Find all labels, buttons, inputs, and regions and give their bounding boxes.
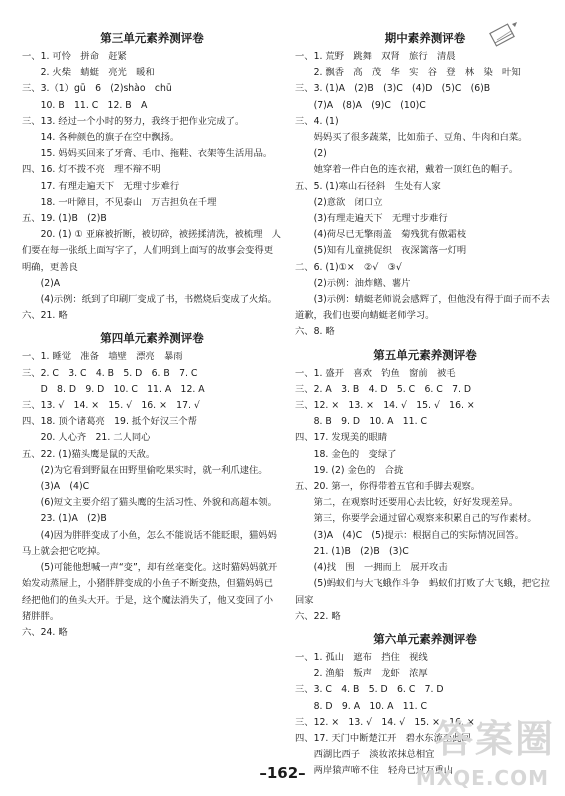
answer-line: 三、2. C 3. C 4. B 5. D 6. B 7. C — [22, 367, 198, 379]
answer-line: 四、17. 天门中断楚江开 碧水东流至此回 — [295, 732, 471, 744]
answer-line: (4)示例：纸到了印刷厂变成了书，书燃烧后变成了火焰。 — [22, 294, 277, 306]
answer-line: 20. (1) ① 亚麻被折断，被切碎，被搓揉清洗，被梳理 人们要在每一张纸上面写字了，人们明到上面写的故事会变得更明确，更善良 — [22, 229, 281, 273]
answer-line: 六、24. 略 — [22, 626, 68, 638]
answer-line: 10. B 11. C 12. B A — [22, 99, 148, 111]
watermark-url: MXQE.COM — [415, 766, 549, 790]
answer-line: 三、12. × 13. √ 14. √ 15. × 16. × — [295, 716, 475, 728]
answer-line: 14. 各种颜色的旗子在空中飘扬。 — [22, 132, 180, 144]
answer-line: 18. 一叶障目，不见泰山 万吉担负在千埋 — [22, 196, 217, 208]
answer-line: 她穿着一件白色的连衣裙，戴着一顶红色的帽子。 — [295, 164, 519, 176]
pencil-icon — [486, 18, 520, 52]
answer-line: 四、16. 灯不拨不亮 理不辩不明 — [22, 164, 161, 176]
answer-line: 一、1. 可怜 拼命 赶紧 — [22, 51, 127, 62]
section-title: 期中素养测评卷 — [384, 31, 466, 45]
answer-line: 四、18. 顶个诸葛亮 19. 抵个好汉三个帮 — [22, 416, 197, 428]
answer-line: 18. 金色的 变绿了 — [295, 448, 397, 460]
answer-line: (2)A — [22, 277, 61, 289]
answer-line: (5)蚂蚁们与大飞蛾作斗争 蚂蚁们打败了大飞蛾，把它拉回家 — [295, 578, 550, 606]
section-title: 第四单元素养测评卷 — [100, 331, 204, 346]
answer-line: 六、22. 略 — [295, 610, 341, 622]
answer-line: 两岸猿声啼不住 轻舟已过万重山 — [295, 765, 454, 777]
answer-line: (2)示例：油炸鳝、薯片 — [295, 277, 411, 289]
answer-line: (3)A (4)C (5)提示：根据自己的实际情况回答。 — [295, 529, 524, 541]
answer-line: 第三，你要学会通过留心观察来积累自己的写作素材。 — [295, 513, 537, 525]
answer-line: 五、5. (1)寒山石径斜 生处有人家 — [295, 180, 441, 192]
answer-line: (7)A (8)A (9)C (10)C — [295, 99, 426, 111]
answer-line: (4)找 围 一拥而上 展开攻击 — [295, 562, 448, 574]
answer-line: 二、6. (1)①× ②√ ③√ — [295, 261, 402, 273]
answer-line: 五、19. (1)B (2)B — [22, 213, 107, 225]
page-number: –162– — [259, 764, 306, 782]
answer-line: 20. 人心齐 21. 二人同心 — [22, 432, 151, 444]
answer-line: 2. 飘香 高 茂 华 实 谷 登 林 染 叶知 — [295, 67, 521, 79]
answer-line: 五、20. 第一，你得带着五官和手脚去观察。 — [295, 481, 481, 493]
answer-line: 三、4. (1) — [295, 115, 339, 127]
section-title: 第六单元素养测评卷 — [373, 631, 477, 646]
answer-line: (2) — [295, 148, 327, 160]
section-title: 第五单元素养测评卷 — [373, 347, 477, 362]
answer-line: 三、13. 经过一个小时的努力，我终于把作业完成了。 — [22, 115, 245, 127]
answer-line: 三、3. C 4. B 5. D 6. C 7. D — [295, 684, 444, 696]
answer-line: D 8. D 9. D 10. C 11. A 12. A — [22, 383, 205, 395]
answer-line: 四、17. 发现美的眼睛 — [295, 432, 388, 444]
answer-line: 15. 妈妈买回来了牙膏、毛巾、拖鞋、衣架等生活用品。 — [22, 148, 273, 160]
answer-line: 一、1. 荒野 跳舞 双肾 旅行 清晨 — [295, 51, 456, 62]
watermark-logo: 答案圈 — [434, 717, 555, 761]
answer-line: 六、8. 略 — [295, 326, 335, 338]
answer-line: 妈妈买了很多蔬菜，比如茄子、豆角、牛肉和白菜。 — [295, 132, 528, 144]
answer-line: 第二，在观察时还要用心去比较，好好发现差异。 — [295, 497, 519, 509]
answer-line: (4)因为胖胖变成了小鱼，怎么不能说话不能眨眼，猫妈妈马上就会把它吃掉。 — [22, 529, 277, 557]
answer-line: (4)荷尽已无擎雨盖 菊残犹有傲霜枝 — [295, 229, 467, 241]
answer-line: 三、3.（1）gū 6 (2)shào chū — [22, 83, 172, 95]
answer-line: (3)示例：蜻蜓老师说会感辉了，但他没有得于面子而不去道歉，我们也要向蜻蜓老师学习。 — [295, 294, 550, 322]
answer-line: 21. (1)B (2)B (3)C — [295, 545, 409, 557]
answer-line: 2. 渔船 叛声 龙虾 浓厚 — [295, 668, 428, 680]
answer-line: 23. (1)A (2)B — [22, 513, 107, 525]
answer-line: (5)知有儿童挑促织 夜深篱落一灯明 — [295, 245, 467, 257]
answer-line: (2)意欲 闭口立 — [295, 196, 383, 208]
answer-line: 8. B 9. D 10. A 11. C — [295, 416, 428, 428]
answer-line: 19. (2) 金色的 合拢 — [295, 464, 404, 476]
answer-line: 8. D 9. A 10. A 11. C — [295, 700, 427, 712]
answer-line: 西湖比西子 淡妆浓抹总相宜 — [295, 749, 435, 761]
answer-line: 一、1. 睡觉 准备 墙壁 漂亮 暴雨 — [22, 351, 183, 363]
answer-line: 一、1. 孤山 遮布 挡住 视线 — [295, 651, 428, 663]
answer-line: 五、22. (1)猫头鹰是鼠的天敌。 — [22, 448, 156, 460]
left-column — [22, 30, 282, 641]
answer-line: (3)A (4)C — [22, 481, 90, 493]
answer-line: 三、12. × 13. × 14. √ 15. √ 16. × — [295, 400, 475, 412]
answer-line: 三、13. √ 14. × 15. √ 16. × 17. √ — [22, 400, 200, 412]
answer-line: 17. 有理走遍天下 无理寸步难行 — [22, 180, 180, 192]
answer-line: (5)可能他想喊一声“变”，却有丝毫变化。这时猫妈妈就开始发动蒸屉上，小猪胖胖变成的小鱼子不断变热，但猫妈妈已经把他们的鱼头大开。于是，这个魔法消失了，他又变回了小猪胖胖。 — [22, 562, 278, 622]
answer-line: (3)有理走遍天下 无理寸步难行 — [295, 213, 448, 225]
answer-line: 三、2. A 3. B 4. D 5. C 6. C 7. D — [295, 383, 472, 395]
answer-line: 一、1. 盛开 喜欢 钓鱼 窗前 被毛 — [295, 367, 456, 379]
answer-line: (2)为它看到野鼠在田野里偷吃果实时，就一利爪逮住。 — [22, 464, 268, 476]
answer-line: 六、21. 略 — [22, 310, 68, 322]
answer-line: 2. 火柴 蜻蜓 亮光 暖和 — [22, 67, 155, 79]
section-title: 第三单元素养测评卷 — [100, 31, 204, 45]
right-column — [295, 30, 555, 780]
answer-line: 三、3. (1)A (2)B (3)C (4)D (5)C (6)B — [295, 83, 491, 95]
answer-line: (6)短文主要介绍了猫头鹰的生活习性、外貌和高超本领。 — [22, 497, 277, 509]
